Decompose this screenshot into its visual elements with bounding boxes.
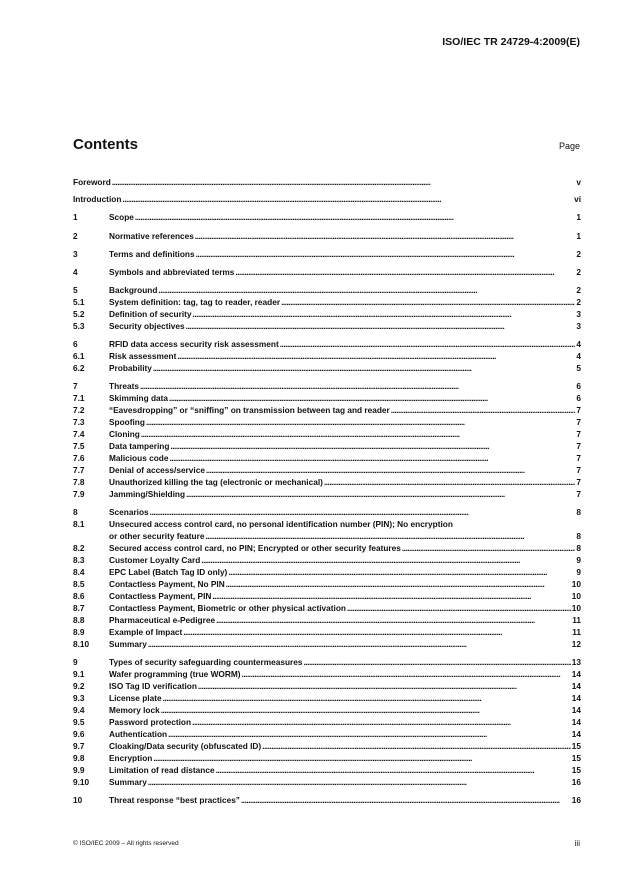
dot-leader [148,777,571,788]
toc-entry-page: 10 [571,591,581,601]
toc-entry[interactable] [73,297,581,308]
toc-entry-number: 7.9 [73,489,85,499]
toc-entry-title[interactable]: Definition of security [109,309,192,319]
toc-entry-number: 8.9 [73,627,85,637]
toc-entry-page: 14 [571,681,581,691]
toc-entry-number: 9.2 [73,681,85,691]
toc-entry[interactable] [73,579,581,590]
toc-entry[interactable] [73,693,581,704]
toc-entry-page: 9 [576,555,581,565]
toc-entry-title[interactable]: Terms and definitions [109,249,195,259]
dot-leader [226,579,571,590]
toc-entry-number: 8.5 [73,579,85,589]
toc-entry-number: 6.2 [73,363,85,373]
toc-entry-number: 9.7 [73,741,85,751]
toc-entry-number: 1 [73,212,78,222]
toc-entry-page: 7 [576,453,581,463]
toc-entry[interactable] [73,639,581,650]
dot-leader [177,351,575,362]
toc-entry-number: 9.6 [73,729,85,739]
toc-entry[interactable] [73,729,581,740]
toc-entry-page: v [576,177,581,187]
dot-leader [216,765,571,776]
dot-leader [280,339,576,350]
toc-entry-number: 7.7 [73,465,85,475]
toc-entry-title[interactable]: Unauthorized killing the tag (electronic or mechanical) [109,477,323,487]
dot-leader [193,309,576,320]
dot-leader [150,507,576,518]
toc-entry-title[interactable]: Data tampering [109,441,170,451]
toc-entry[interactable] [73,212,581,223]
toc-entry-number: 7.6 [73,453,85,463]
toc-entry-title[interactable]: Encryption [109,753,153,763]
toc-entry-number: 10 [73,795,83,805]
toc-entry-page: 6 [576,393,581,403]
toc-entry[interactable] [73,231,581,242]
toc-entry[interactable] [73,777,581,788]
toc-entry-page: 7 [576,405,581,415]
toc-entry-number: 8.8 [73,615,85,625]
dot-leader [168,729,571,740]
toc-entry-page: 12 [571,639,581,649]
dot-leader [347,603,571,614]
toc-entry[interactable] [73,627,581,638]
toc-entry-title[interactable]: Summary [109,777,147,787]
toc-entry-page: 13 [571,657,581,667]
toc-entry-page: 7 [576,489,581,499]
contents-title: Contents [73,136,138,153]
dot-leader [324,477,575,488]
dot-leader [141,429,576,440]
dot-leader [186,489,575,500]
dot-leader [169,453,575,464]
toc-entry-page: 8 [576,507,581,517]
toc-entry-title[interactable]: Summary [109,639,147,649]
toc-entry-title[interactable]: EPC Label (Batch Tag ID only) [109,567,228,577]
dot-leader [195,231,576,242]
toc-entry[interactable] [73,795,581,806]
toc-entry[interactable] [73,615,581,626]
toc-entry-title[interactable]: Scope [109,212,134,222]
toc-entry[interactable] [73,351,581,362]
toc-entry-number: 9.10 [73,777,90,787]
toc-entry-title[interactable]: Foreword [73,177,111,187]
dot-leader [183,627,571,638]
toc-entry-number: 8.2 [73,543,85,553]
toc-entry[interactable] [73,339,581,350]
toc-entry-page: 10 [571,579,581,589]
toc-entry-title[interactable]: Symbols and abbreviated terms [109,267,235,277]
toc-entry[interactable] [73,657,581,668]
toc-entry-number: 3 [73,249,78,259]
toc-entry[interactable] [73,321,581,332]
toc-entry-title[interactable]: Contactless Payment, Biometric or other physical activation [109,603,346,613]
toc-entry-number: 7 [73,381,78,391]
toc-entry-number: 5 [73,285,78,295]
toc-entry-page: 15 [571,753,581,763]
dot-leader [163,693,571,704]
toc-entry[interactable] [73,249,581,260]
toc-entry-number: 6 [73,339,78,349]
dot-leader [135,212,575,223]
toc-entry[interactable] [73,429,581,440]
dot-leader [140,381,575,392]
toc-entry-number: 4 [73,267,78,277]
toc-entry-number: 7.1 [73,393,85,403]
toc-entry-title[interactable]: Malicious code [109,453,169,463]
dot-leader [391,405,576,416]
dot-leader [228,567,575,578]
dot-leader [198,681,571,692]
toc-entry[interactable] [73,681,581,692]
toc-entry-number: 8 [73,507,78,517]
toc-entry-title[interactable]: Authentication [109,729,168,739]
toc-entry-title[interactable]: Pharmaceutical e-Pedigree [109,615,216,625]
dot-leader [241,795,571,806]
dot-leader [186,321,576,332]
dot-leader [170,441,575,452]
toc-entry[interactable] [73,753,581,764]
toc-entry-number: 8.1 [73,519,85,529]
toc-entry-page: 14 [571,729,581,739]
toc-entry-number: 6.1 [73,351,85,361]
toc-entry-title[interactable]: Denial of access/service [109,465,205,475]
toc-entry-title[interactable]: Unsecured access control card, no personal identification number (PIN); No encryption [109,519,453,529]
document-id-header: ISO/IEC TR 24729-4:2009(E) [442,36,580,48]
dot-leader [153,753,570,764]
toc-entry[interactable] [73,603,581,614]
toc-entry-number: 7.4 [73,429,85,439]
toc-entry[interactable] [73,417,581,428]
toc-entry-page: 8 [576,543,581,553]
toc-entry-page: 4 [576,339,581,349]
toc-entry-title[interactable]: Limitation of read distance [109,765,215,775]
dot-leader [146,417,575,428]
toc-entry-title[interactable]: Threat response “best practices” [109,795,240,805]
toc-entry[interactable] [73,477,581,488]
toc-entry-page: 9 [576,567,581,577]
toc-entry-title[interactable]: Secured access control card, no PIN; Encrypted or other security features [109,543,401,553]
dot-leader [242,669,571,680]
toc-entry[interactable] [73,267,581,278]
dot-leader [158,285,575,296]
toc-entry-number: 8.6 [73,591,85,601]
copyright-footer: © ISO/IEC 2009 – All rights reserved [73,840,179,847]
toc-entry-page: 8 [576,531,581,541]
dot-leader [169,393,575,404]
toc-entry-number: 7.5 [73,441,85,451]
toc-entry-page: 15 [571,765,581,775]
dot-leader [196,249,576,260]
toc-entry[interactable] [73,669,581,680]
dot-leader [153,363,576,374]
toc-entry-title[interactable]: License plate [109,693,162,703]
toc-entry-title[interactable]: Security objectives [109,321,185,331]
toc-entry-page: 14 [571,669,581,679]
toc-entry[interactable] [73,567,581,578]
toc-entry[interactable] [73,519,581,530]
toc-entry[interactable] [73,381,581,392]
toc-entry-page: 10 [571,603,581,613]
toc-entry[interactable] [73,441,581,452]
toc-entry-title[interactable]: Normative references [109,231,194,241]
dot-leader [205,531,575,542]
toc-entry[interactable] [73,741,581,752]
toc-entry-title[interactable]: Contactless Payment, PIN [109,591,212,601]
toc-entry-page: 1 [576,212,581,222]
dot-leader [112,177,576,188]
toc-entry-page: 7 [576,465,581,475]
toc-entry-title[interactable]: RFID data access security risk assessment [109,339,279,349]
toc-entry-page: 14 [571,693,581,703]
toc-entry-number: 9.3 [73,693,85,703]
dot-leader [206,465,575,476]
toc-entry-number: 9.9 [73,765,85,775]
toc-entry-number: 7.8 [73,477,85,487]
toc-entry[interactable] [73,543,581,554]
toc-entry-number: 5.2 [73,309,85,319]
toc-entry-number: 9.4 [73,705,85,715]
dot-leader [262,741,571,752]
toc-entry-number: 8.7 [73,603,85,613]
dot-leader [281,297,575,308]
toc-entry-title[interactable]: System definition: tag, tag to reader, reader [109,297,281,307]
toc-entry[interactable] [73,531,581,542]
toc-entry-title[interactable]: Cloaking/Data security (obfuscated ID) [109,741,262,751]
toc-entry-page: 4 [576,351,581,361]
toc-entry-title[interactable]: Introduction [73,194,122,204]
toc-entry-title[interactable]: Probability [109,363,152,373]
toc-entry-page: 2 [576,249,581,259]
toc-entry-title[interactable]: Password protection [109,717,192,727]
toc-entry-page: 11 [572,627,581,637]
toc-entry-page: 7 [576,429,581,439]
toc-entry[interactable] [73,555,581,566]
toc-entry[interactable] [73,465,581,476]
toc-entry-number: 7.2 [73,405,85,415]
toc-entry-title[interactable]: “Eavesdropping” or “sniffing” on transmission between tag and reader [109,405,390,415]
toc-entry-page: 7 [576,477,581,487]
toc-entry[interactable] [73,705,581,716]
toc-entry-title[interactable]: Wafer programming (true WORM) [109,669,241,679]
toc-entry-number: 9.1 [73,669,85,679]
toc-entry[interactable] [73,489,581,500]
toc-entry-page: 3 [576,321,581,331]
dot-leader [161,705,571,716]
toc-entry-title[interactable]: Skimming data [109,393,169,403]
dot-leader [192,717,571,728]
toc-entry-page: 6 [576,381,581,391]
toc-entry[interactable] [73,393,581,404]
toc-entry[interactable] [73,765,581,776]
toc-entry-page: 15 [571,741,581,751]
toc-entry[interactable] [73,591,581,602]
page-number: iii [574,839,580,848]
toc-entry-title[interactable]: Jamming/Shielding [109,489,186,499]
toc-entry-number: 8.3 [73,555,85,565]
toc-entry[interactable] [73,405,581,416]
toc-entry-page: 1 [576,231,581,241]
dot-leader [201,555,575,566]
toc-entry-page: 16 [571,795,581,805]
dot-leader [235,267,575,278]
toc-entry-number: 2 [73,231,78,241]
toc-entry-page: 16 [571,777,581,787]
toc-entry[interactable] [73,507,581,518]
toc-entry-title[interactable]: Spoofing [109,417,145,427]
toc-entry-number: 5.1 [73,297,85,307]
page-column-label: Page [558,141,580,151]
toc-entry-title[interactable]: Memory lock [109,705,160,715]
toc-entry-number: 9.8 [73,753,85,763]
toc-entry-number: 9.5 [73,717,85,727]
toc-entry-title[interactable]: Contactless Payment, No PIN [109,579,225,589]
toc-entry-number: 8.10 [73,639,90,649]
toc-entry-page: 7 [576,417,581,427]
toc-entry-page: vi [574,194,581,204]
toc-entry-title[interactable]: Background [109,285,158,295]
dot-leader [122,194,573,205]
toc-entry-title[interactable]: ISO Tag ID verification [109,681,197,691]
toc-entry-title[interactable]: Threats [109,381,139,391]
toc-entry[interactable] [73,717,581,728]
toc-entry-page: 5 [576,363,581,373]
dot-leader [212,591,570,602]
toc-entry-title[interactable]: Example of Impact [109,627,183,637]
dot-leader [402,543,576,554]
toc-entry-number: 9 [73,657,78,667]
toc-entry-page: 14 [571,705,581,715]
toc-entry[interactable] [73,177,581,188]
dot-leader [148,639,571,650]
toc-entry-page: 2 [576,297,581,307]
toc-entry-number: 8.4 [73,567,85,577]
toc-entry-number: 7.3 [73,417,85,427]
toc-entry-title[interactable]: Risk assessment [109,351,177,361]
toc-entry-title[interactable]: Customer Loyalty Card [109,555,201,565]
dot-leader [304,657,571,668]
toc-entry[interactable] [73,194,581,205]
toc-entry-page: 7 [576,441,581,451]
toc-entry-number: 5.3 [73,321,85,331]
toc-entry[interactable] [73,453,581,464]
toc-entry[interactable] [73,309,581,320]
dot-leader [216,615,571,626]
toc-entry-page: 14 [571,717,581,727]
toc-entry-title[interactable]: Scenarios [109,507,149,517]
toc-entry-title[interactable]: or other security feature [109,531,205,541]
toc-entry-title[interactable]: Cloning [109,429,140,439]
toc-entry-page: 2 [576,285,581,295]
toc-entry-page: 11 [572,615,581,625]
toc-entry-page: 2 [576,267,581,277]
toc-entry-title[interactable]: Types of security safeguarding countermeasures [109,657,303,667]
toc-entry[interactable] [73,285,581,296]
toc-entry-page: 3 [576,309,581,319]
toc-entry[interactable] [73,363,581,374]
